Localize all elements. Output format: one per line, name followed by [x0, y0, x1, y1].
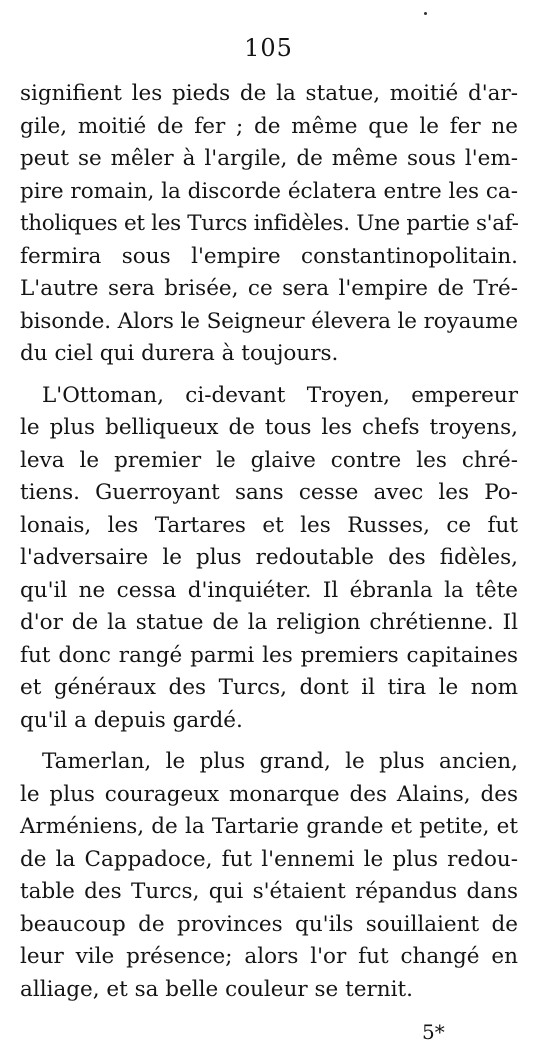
text-line: tholiques et les Turcs infidèles. Une partie s'af-	[20, 211, 519, 236]
text-line: pire romain, la discorde éclatera entre les ca-	[20, 178, 518, 204]
text-line: table des Turcs, qui s'étaient répandus dans	[20, 879, 518, 904]
text-line: Arméniens, de la Tartarie grande et petite, et	[20, 814, 518, 839]
ink-speck	[424, 12, 427, 15]
text-line: gile, moitié de fer ; de même que le fer ne	[20, 113, 518, 139]
text-line: leur vile présence; alors l'or fut changé en	[20, 944, 518, 969]
body-text	[20, 78, 518, 1006]
text-line: le plus belliqueux de tous les chefs troyens,	[20, 415, 518, 440]
text-line: signifient les pieds de la statue, moitié d'ar-	[20, 81, 518, 106]
paragraph-2	[20, 380, 518, 738]
text-line: qu'il ne cessa d'inquiéter. Il ébranla la tête	[20, 577, 518, 603]
text-line: L'Ottoman, ci-devant Troyen, empereur	[42, 382, 518, 408]
text-line: fermira sous l'empire constantinopolitain.	[20, 243, 518, 269]
text-line: et généraux des Turcs, dont il tira le nom	[20, 675, 518, 700]
text-line: tiens. Guerroyant sans cesse avec les Po-	[20, 480, 518, 505]
signature-mark: 5*	[422, 1020, 445, 1044]
text-line: qu'il a depuis gardé.	[20, 707, 243, 733]
text-line: L'autre sera brisée, ce sera l'empire de Tré-	[20, 276, 518, 301]
text-line: l'adversaire le plus redoutable des fidèles,	[20, 545, 518, 570]
paragraph-3	[20, 746, 518, 1006]
text-line: Tamerlan, le plus grand, le plus ancien,	[42, 749, 518, 774]
page-number: 105	[244, 34, 293, 62]
text-line: d'or de la statue de la religion chrétienne. Il	[20, 610, 518, 635]
text-line: alliage, et sa belle couleur se ternit.	[20, 976, 413, 1002]
text-line: du ciel qui durera à toujours.	[20, 341, 339, 366]
text-line: peut se mêler à l'argile, de même sous l'em-	[20, 146, 518, 171]
text-line: beaucoup de provinces qu'ils souillaient de	[20, 911, 518, 937]
text-line: de la Cappadoce, fut l'ennemi le plus redou-	[20, 846, 518, 872]
paragraph-gap	[20, 371, 518, 380]
text-line: bisonde. Alors le Seigneur élevera le royaume	[20, 308, 519, 334]
text-line: fut donc rangé parmi les premiers capitaines	[20, 642, 518, 668]
text-line: lonais, les Tartares et les Russes, ce fut	[20, 512, 518, 538]
text-line: le plus courageux monarque des Alains, des	[20, 781, 518, 807]
text-line: leva le premier le glaive contre les chré-	[20, 447, 518, 473]
paragraph-gap	[20, 737, 518, 746]
paragraph-1	[20, 78, 518, 371]
